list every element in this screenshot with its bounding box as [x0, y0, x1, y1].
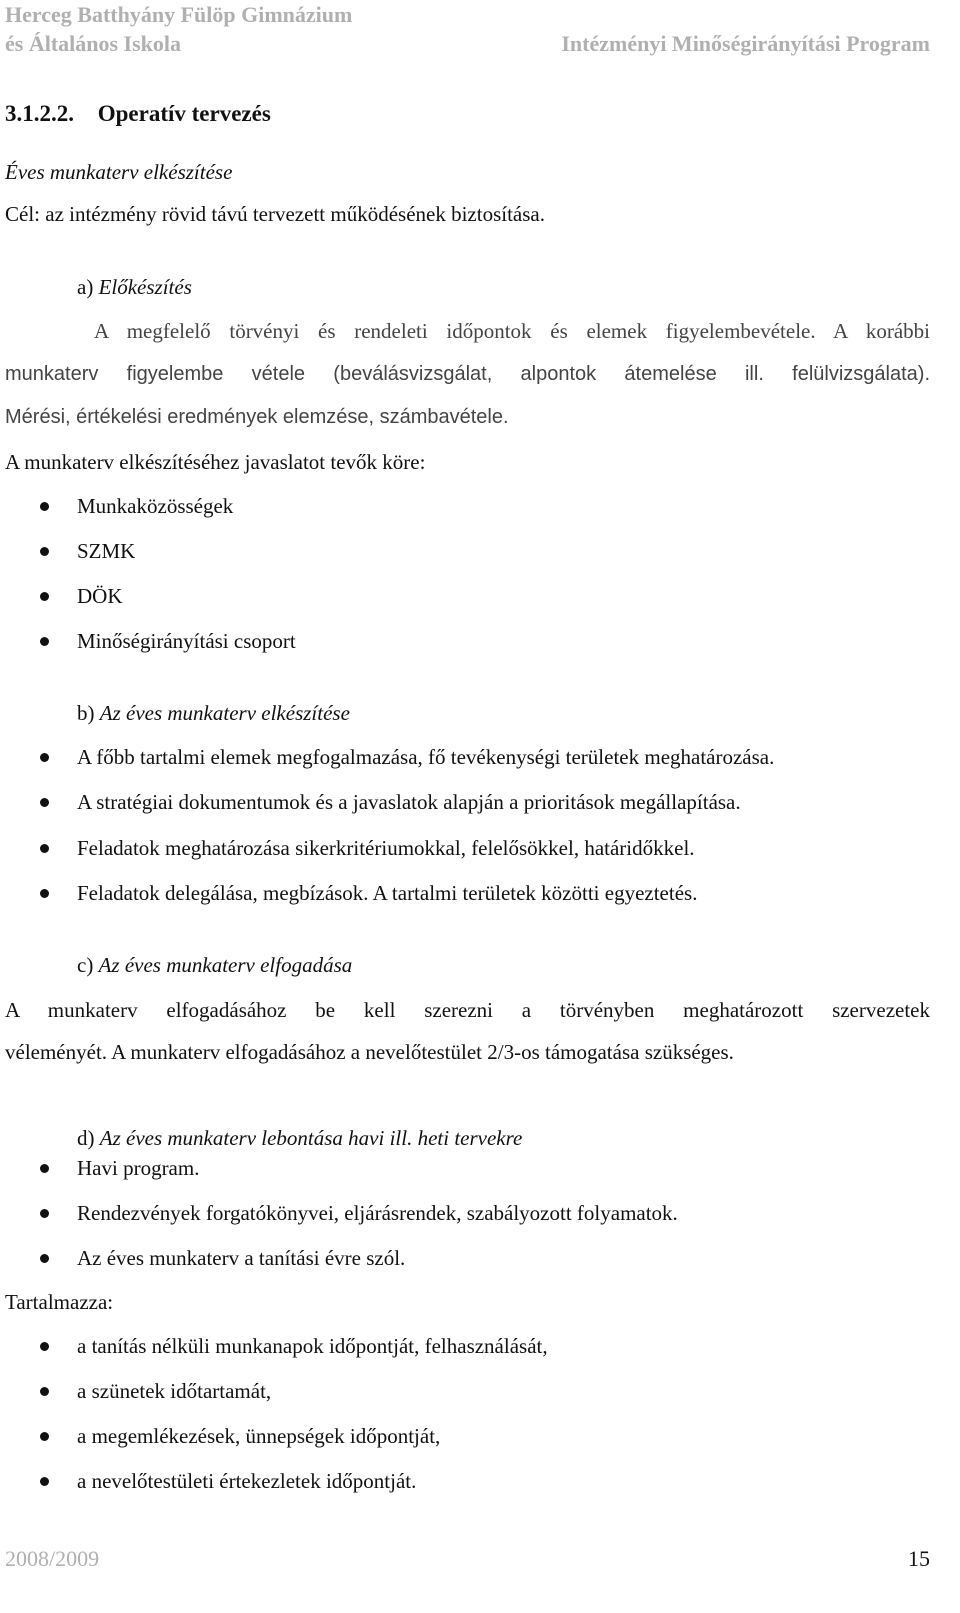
section-a-heading — [77, 277, 192, 298]
section-a-label: a) — [77, 275, 94, 299]
bullet-icon — [40, 637, 49, 646]
section-c-heading — [77, 955, 352, 976]
bullet-icon — [40, 592, 49, 601]
list-item: Havi program. — [77, 1156, 200, 1180]
list-item: SZMK — [77, 539, 136, 563]
bullet-icon — [40, 889, 49, 898]
section-a-line4: A munkaterv elkészítéséhez javaslatot tevők köre: — [5, 450, 426, 474]
section-c-label: c) — [77, 953, 94, 977]
bullet-icon — [40, 753, 49, 762]
section-b-title: Az éves munkaterv elkészítése — [99, 701, 350, 725]
list-item: a tanítás nélküli munkanapok időpontját, felhasználását, — [77, 1334, 548, 1358]
contains-label: Tartalmazza: — [5, 1290, 114, 1314]
bullet-icon — [40, 502, 49, 511]
list-item: Rendezvények forgatókönyvei, eljárásrendek, szabályozott folyamatok. — [77, 1201, 678, 1225]
section-c-title: Az éves munkaterv elfogadása — [98, 953, 353, 977]
goal-text: Cél: az intézmény rövid távú tervezett működésének biztosítása. — [5, 202, 545, 226]
page-number: 15 — [908, 1546, 930, 1571]
list-item: Feladatok delegálása, megbízások. A tartalmi területek közötti egyeztetés. — [77, 881, 698, 905]
list-item: Feladatok meghatározása sikerkritériumokkal, felelősökkel, határidőkkel. — [77, 836, 695, 860]
section-title: Operatív tervezés — [97, 101, 271, 126]
bullet-icon — [40, 798, 49, 807]
list-item: A stratégiai dokumentumok és a javaslatok alapján a prioritások megállapítása. — [77, 790, 741, 814]
section-number: 3.1.2.2. — [5, 101, 74, 126]
section-a-line2: munkaterv figyelembe vétele (beválásvizsgálat, alpontok átemelése ill. felülvizsgálata). — [5, 363, 930, 385]
list-item: a szünetek időtartamát, — [77, 1379, 272, 1403]
subtitle: Éves munkaterv elkészítése — [5, 160, 233, 184]
list-item: Minőségirányítási csoport — [77, 629, 296, 653]
header-program-title: Intézményi Minőségirányítási Program — [561, 31, 930, 56]
bullet-icon — [40, 1477, 49, 1486]
bullet-icon — [40, 1432, 49, 1441]
bullet-icon — [40, 1387, 49, 1396]
bullet-icon — [40, 1254, 49, 1263]
section-d-heading — [77, 1128, 522, 1149]
bullet-icon — [40, 547, 49, 556]
section-b-heading — [77, 703, 350, 724]
bullet-icon — [40, 1209, 49, 1218]
list-item: DÖK — [77, 584, 123, 608]
section-c-line2: véleményét. A munkaterv elfogadásához a nevelőtestület 2/3-os támogatása szükséges. — [5, 1040, 734, 1064]
section-d-title: Az éves munkaterv lebontása havi ill. heti tervekre — [99, 1126, 523, 1150]
list-item: a nevelőtestületi értekezletek időpontját. — [77, 1469, 417, 1493]
section-b-label: b) — [77, 701, 95, 725]
header-school-name-line2: és Általános Iskola — [5, 31, 182, 56]
section-a-line1: A megfelelő törvényi és rendeleti időpontok és elemek figyelembevétele. A korábbi — [94, 319, 930, 343]
section-a-line3: Mérési, értékelési eredmények elemzése, számbavétele. — [5, 406, 509, 428]
list-item: Az éves munkaterv a tanítási évre szól. — [77, 1246, 406, 1270]
list-item: A főbb tartalmi elemek megfogalmazása, fő tevékenységi területek meghatározása. — [77, 745, 775, 769]
section-d-label: d) — [77, 1126, 95, 1150]
bullet-icon — [40, 1342, 49, 1351]
list-item: Munkaközösségek — [77, 494, 234, 518]
bullet-icon — [40, 844, 49, 853]
section-c-line1: A munkaterv elfogadásához be kell szerezni a törvényben meghatározott szervezetek — [5, 998, 930, 1022]
footer-year: 2008/2009 — [5, 1546, 100, 1571]
header-school-name: Herceg Batthyány Fülöp Gimnázium — [5, 2, 353, 27]
section-heading — [5, 101, 271, 127]
list-item: a megemlékezések, ünnepségek időpontját, — [77, 1424, 441, 1448]
bullet-icon — [40, 1164, 49, 1173]
section-a-title: Előkészítés — [98, 275, 192, 299]
